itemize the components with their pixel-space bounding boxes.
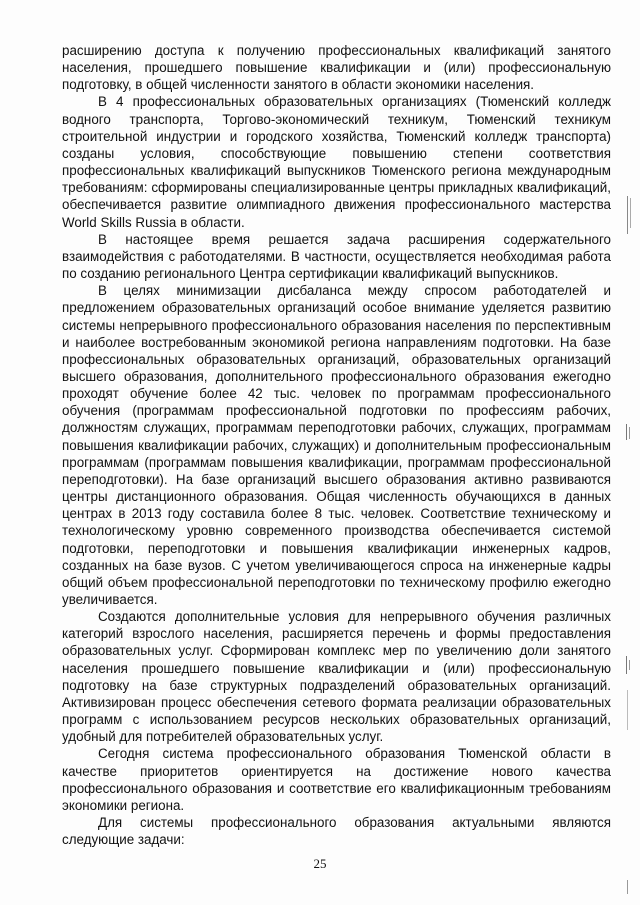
paragraph-6: Сегодня система профессионального образования Тюменской области в качестве приоритетов ориентируется на достижение нового качества профессионального образования и соответствие его квалификационным требованиям экономики региона.	[62, 746, 611, 813]
paragraph-4: В целях минимизации дисбаланса между спросом работодателей и предложением образовательных организаций особое внимание уделяется развитию системы непрерывного профессионального образования населения по перспективным и наиболее востребованным экономикой региона направлениям подготовки. На базе профессиональных образовательных организаций, образовательных организаций высшего образования, дополнительного профессионального образования ежегодно проходят обучение более 42 тыс. человек по программам профессионального обучения (программам профессиональной подготовки по профессиям рабочих, должностям служащих, программам переподготовки рабочих, служащих, программам повышения квалификации рабочих, служащих) и дополнительным профессиональным программам (программам повышения квалификации, программам профессиональной переподготовки). На базе организаций высшего образования активно развиваются центры дистанционного образования. Общая численность обучающихся в данных центрах в 2013 году составила более 8 тыс. человек. Соответствие техническому и технологическому уровню современного производства обеспечивается системой подготовки, переподготовки и повышения квалификации инженерных кадров, созданных на базе вузов. С учетом увеличивающегося спроса на инженерные кадры общий объем профессиональной переподготовки по техническому профилю ежегодно увеличивается.	[62, 283, 611, 607]
page-number: 25	[313, 856, 327, 871]
scan-artifact	[626, 424, 627, 440]
scan-artifact	[627, 690, 628, 730]
scan-artifact	[627, 880, 628, 894]
paragraph-1: расширению доступа к получению профессиональных квалификаций занятого населения, прошедшего повышение квалификации и (или) профессиональную подготовку, в общей численности занятого в области экономики населения.	[62, 43, 611, 93]
paragraph-5: Создаются дополнительные условия для непрерывного обучения различных категорий взрослого населения, расширяется перечень и формы предоставления образовательных услуг. Сформирован комплекс мер по увеличению доли занятого населения прошедшего повышение квалификации и (или) профессиональную подготовку на базе структурных подразделений образовательных организаций. Активизирован процесс обеспечения сетевого формата реализации образовательных программ с использованием ресурсов нескольких образовательных организаций, удобный для потребителей образовательных услуг.	[62, 609, 611, 745]
paragraph-2: В 4 профессиональных образовательных организациях (Тюменский колледж водного транспорта, Торгово-экономический техникум, Тюменский техникум строительной индустрии и городского хозяйства, Тюменский колледж транспорта) созданы условия, способствующие повышению степени соответствия профессиональных квалификаций выпускников Тюменского региона международным требованиям: сформированы специализированные центры прикладных квалификаций, обеспечивается развитие олимпиадного движения профессионального мастерства World Skills Russia в области.	[62, 94, 611, 230]
scan-artifact	[630, 198, 631, 228]
scan-artifact	[629, 427, 630, 439]
scan-artifact	[626, 656, 627, 674]
paragraph-7: Для системы профессионального образования актуальными являются следующие задачи:	[62, 815, 611, 848]
scan-artifact	[627, 196, 628, 234]
paragraph-3: В настоящее время решается задача расширения содержательного взаимодействия с работодателями. В частности, осуществляется необходимая работа по созданию регионального Центра сертификации квалификаций выпускников.	[62, 231, 611, 282]
scan-artifact	[629, 660, 630, 670]
body-text	[62, 42, 611, 848]
